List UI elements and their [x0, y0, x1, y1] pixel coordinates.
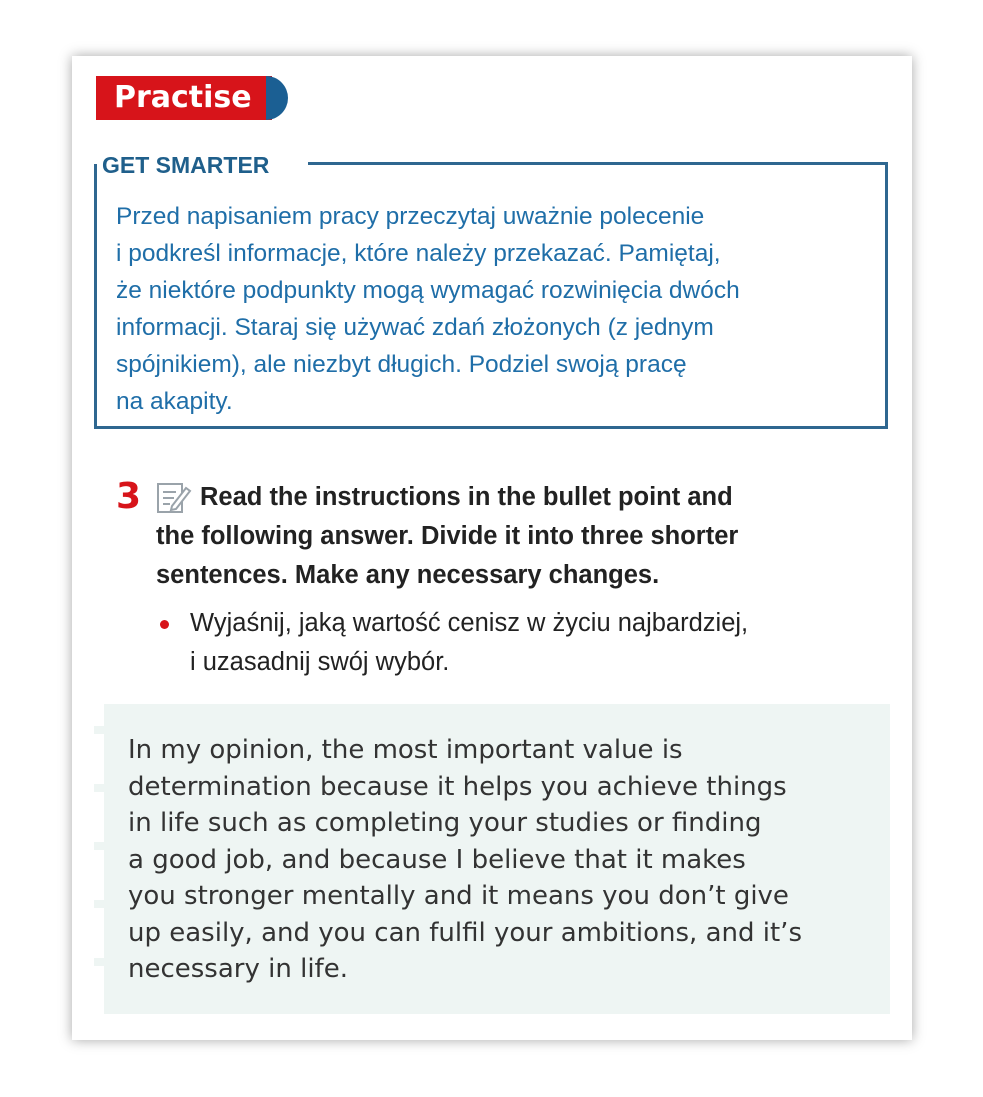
exercise-card — [72, 56, 912, 1040]
exercise-line: the following answer. Divide it into three shorter — [156, 522, 739, 550]
bullet-dot — [160, 620, 169, 629]
answer-box-edge — [94, 704, 104, 1014]
answer-line: you stronger mentally and it means you don’t give — [128, 881, 789, 911]
bullet-line: Wyjaśnij, jaką wartość cenisz w życiu najbardziej, — [190, 609, 749, 637]
practise-badge — [96, 76, 288, 120]
exercise-instructions — [156, 478, 876, 595]
exercise-number: 3 — [116, 476, 142, 517]
get-smarter-text — [116, 198, 876, 420]
answer-text — [128, 732, 868, 988]
get-smarter-top-border — [308, 162, 888, 165]
get-smarter-line: na akapity. — [116, 388, 233, 415]
get-smarter-title: GET SMARTER — [102, 152, 277, 179]
get-smarter-line: informacji. Staraj się używać zdań złożonych (z jednym — [116, 314, 714, 341]
get-smarter-line: Przed napisaniem pracy przeczytaj uważnie polecenie — [116, 203, 705, 230]
get-smarter-line: że niektóre podpunkty mogą wymagać rozwinięcia dwóch — [116, 277, 740, 304]
answer-line: In my opinion, the most important value is — [128, 735, 683, 765]
practise-badge-label: Practise — [96, 76, 272, 120]
answer-line: in life such as completing your studies or finding — [128, 808, 762, 838]
answer-line: up easily, and you can fulfil your ambitions, and it’s — [128, 917, 802, 948]
exercise-line: Read the instructions in the bullet point and — [200, 483, 733, 511]
answer-line: determination because it helps you achieve things — [128, 771, 787, 802]
exercise-line: sentences. Make any necessary changes. — [156, 561, 660, 589]
answer-line: a good job, and because I believe that it makes — [128, 844, 746, 875]
practise-badge-cap — [266, 76, 288, 120]
answer-line: necessary in life. — [128, 954, 348, 984]
bullet-text — [190, 604, 748, 682]
bullet-line: i uzasadnij swój wybór. — [190, 648, 450, 676]
get-smarter-line: spójnikiem), ale niezbyt długich. Podziel swoją pracę — [116, 351, 687, 378]
get-smarter-line: i podkreśl informacje, które należy przekazać. Pamiętaj, — [116, 240, 721, 267]
